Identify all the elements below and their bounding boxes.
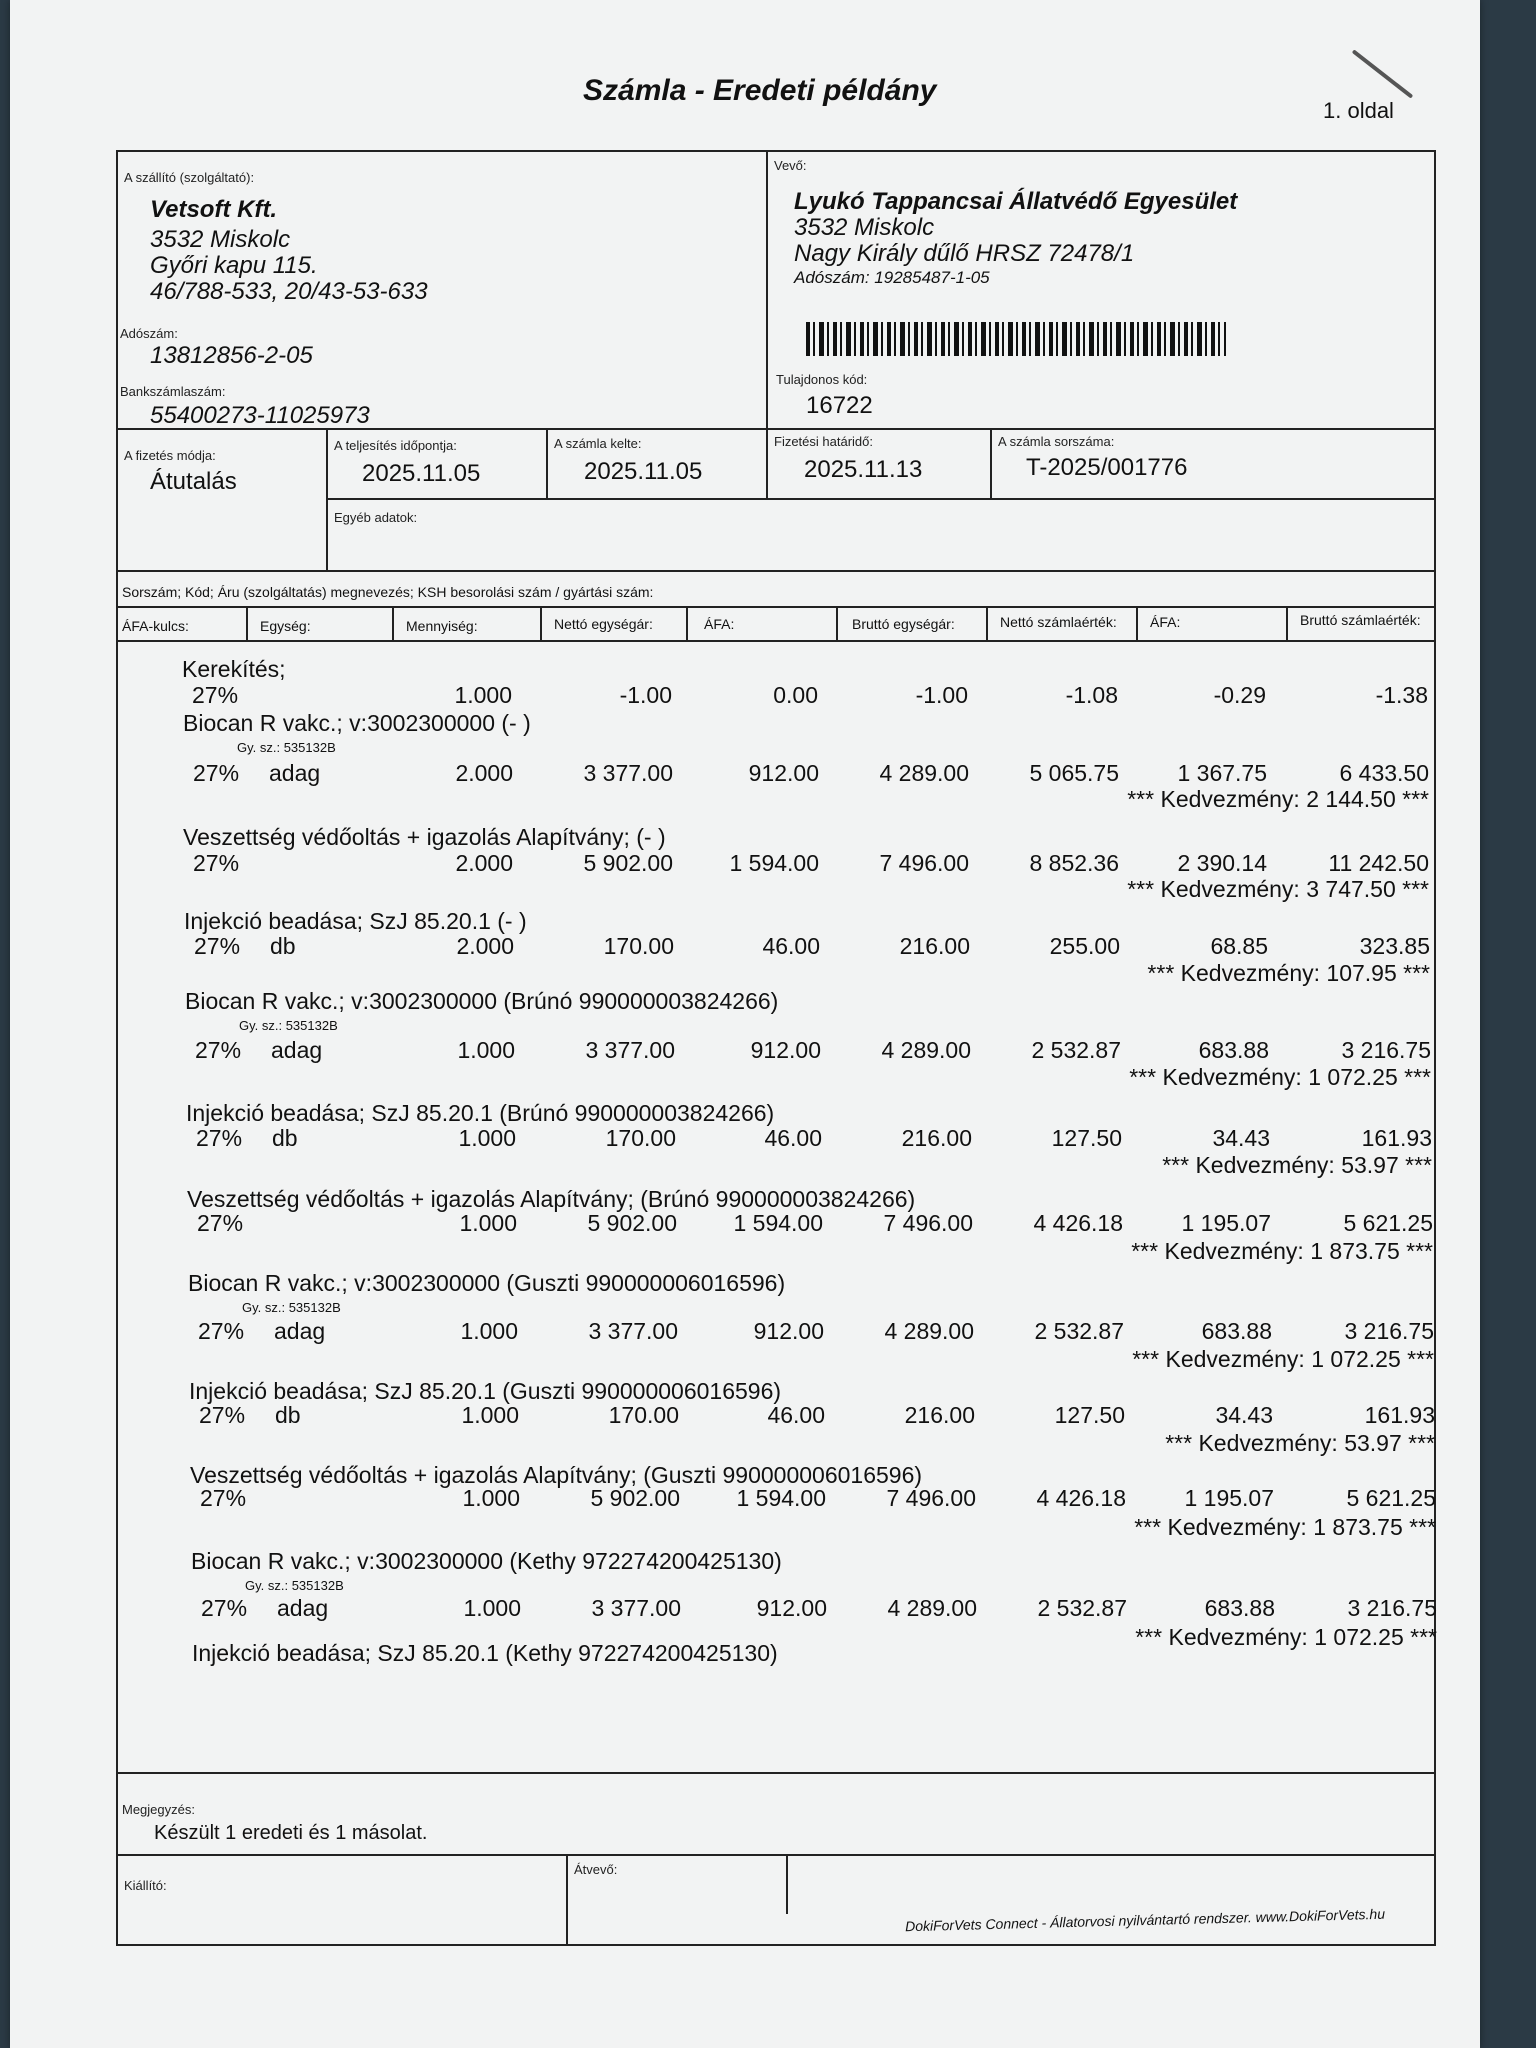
perf-date: 2025.11.05 bbox=[362, 460, 481, 487]
col-divider bbox=[246, 606, 248, 640]
item-qty: 2.000 bbox=[455, 760, 513, 786]
item-name: Veszettség védőoltás + igazolás Alapítvány; (- ) bbox=[183, 824, 666, 850]
item-net-unit: 5 902.00 bbox=[583, 850, 673, 876]
meta-rule bbox=[326, 498, 1436, 500]
item-qty: 1.000 bbox=[458, 1125, 516, 1151]
item-discount: *** Kedvezmény: 53.97 *** bbox=[1162, 1152, 1432, 1178]
item-unit: adag bbox=[277, 1595, 329, 1621]
item-unit: adag bbox=[271, 1037, 323, 1063]
item-unit: db bbox=[272, 1125, 298, 1151]
item-gross-total: 5 621.25 bbox=[1343, 1210, 1433, 1236]
item-vat-total: 1 195.07 bbox=[1181, 1210, 1271, 1236]
item-gross-unit: 4 289.00 bbox=[884, 1318, 974, 1344]
item-gross-total: 3 216.75 bbox=[1347, 1595, 1437, 1621]
invoice-paper bbox=[10, 0, 1480, 2048]
item-rate: 27% bbox=[193, 850, 240, 876]
item-discount: *** Kedvezmény: 107.95 *** bbox=[1147, 960, 1430, 986]
item-vat: 46.00 bbox=[764, 1125, 822, 1151]
item-rate: 27% bbox=[192, 682, 239, 708]
col-divider bbox=[392, 606, 394, 640]
item-discount: *** Kedvezmény: 53.97 *** bbox=[1165, 1430, 1435, 1456]
item-qty: 1.000 bbox=[462, 1485, 520, 1511]
columns-rule-mid bbox=[116, 606, 1436, 608]
item-name: Veszettség védőoltás + igazolás Alapítvány; (Guszti 990000006016596) bbox=[190, 1462, 923, 1488]
item-name: Biocan R vakc.; v:3002300000 (- ) bbox=[183, 710, 531, 736]
item-rate: 27% bbox=[201, 1595, 248, 1621]
buyer-label: Vevő: bbox=[774, 158, 807, 173]
item-gross-unit: 4 289.00 bbox=[887, 1595, 977, 1621]
due-date: 2025.11.13 bbox=[804, 456, 923, 483]
col-net-unit: Nettó egységár: bbox=[554, 616, 653, 632]
item-discount: *** Kedvezmény: 2 144.50 *** bbox=[1127, 786, 1429, 812]
item-gross-unit: 4 289.00 bbox=[879, 760, 969, 786]
columns-rule-bottom bbox=[116, 640, 1436, 642]
col-divider bbox=[1286, 606, 1288, 640]
item-gross-total: 323.85 bbox=[1359, 933, 1430, 959]
item-vat-total: 683.88 bbox=[1204, 1595, 1275, 1621]
buyer-name: Lyukó Tappancsai Állatvédő Egyesület bbox=[794, 188, 1238, 215]
col-net-total: Nettó számlaérték: bbox=[1000, 614, 1117, 630]
barcode bbox=[806, 322, 1226, 356]
item-net-total: -1.08 bbox=[1065, 682, 1118, 708]
invoice-serial: T-2025/001776 bbox=[1026, 454, 1188, 481]
item-qty: 2.000 bbox=[455, 850, 513, 876]
item-gross-total: 5 621.25 bbox=[1346, 1485, 1436, 1511]
item-gross-total: 6 433.50 bbox=[1339, 760, 1429, 786]
item-discount: *** Kedvezmény: 1 873.75 *** bbox=[1131, 1238, 1433, 1264]
item-net-total: 127.50 bbox=[1054, 1402, 1125, 1428]
item-name: Kerekítés; bbox=[182, 656, 286, 682]
item-net-total: 127.50 bbox=[1051, 1125, 1122, 1151]
item-net-unit: 3 377.00 bbox=[585, 1037, 675, 1063]
item-gross-unit: 216.00 bbox=[904, 1402, 975, 1428]
item-net-unit: 3 377.00 bbox=[583, 760, 673, 786]
item-vat: 912.00 bbox=[748, 760, 819, 786]
buyer-city: 3532 Miskolc bbox=[794, 214, 935, 241]
item-rate: 27% bbox=[200, 1485, 247, 1511]
item-name: Veszettség védőoltás + igazolás Alapítvány; (Brúnó 990000003824266) bbox=[187, 1186, 916, 1212]
item-vat: 912.00 bbox=[756, 1595, 827, 1621]
item-net-unit: 3 377.00 bbox=[591, 1595, 681, 1621]
item-discount: *** Kedvezmény: 1 072.25 *** bbox=[1132, 1346, 1434, 1372]
buyer-tax: Adószám: 19285487-1-05 bbox=[794, 268, 990, 287]
item-net-unit: 5 902.00 bbox=[590, 1485, 680, 1511]
item-gross-unit: -1.00 bbox=[915, 682, 968, 708]
item-qty: 1.000 bbox=[463, 1595, 521, 1621]
col-vat-rate: ÁFA-kulcs: bbox=[122, 618, 189, 634]
item-vat-total: 683.88 bbox=[1198, 1037, 1269, 1063]
item-unit: db bbox=[270, 933, 296, 959]
item-discount: *** Kedvezmény: 1 072.25 *** bbox=[1129, 1064, 1431, 1090]
item-vat: 46.00 bbox=[767, 1402, 825, 1428]
notes-text: Készült 1 eredeti és 1 másolat. bbox=[154, 1822, 428, 1844]
supplier-name: Vetsoft Kft. bbox=[150, 196, 278, 223]
pen-mark bbox=[1352, 49, 1414, 98]
issuer-label: Kiállító: bbox=[124, 1878, 167, 1893]
col-vat-total: ÁFA: bbox=[1150, 614, 1181, 630]
supplier-bank-label: Bankszámlaszám: bbox=[120, 384, 226, 399]
meta-divider-4 bbox=[990, 428, 992, 500]
supplier-city: 3532 Miskolc bbox=[150, 226, 291, 253]
payment-label: A fizetés módja: bbox=[124, 448, 216, 463]
item-rate: 27% bbox=[197, 1210, 244, 1236]
col-vat: ÁFA: bbox=[704, 616, 735, 632]
item-gross-unit: 216.00 bbox=[901, 1125, 972, 1151]
item-gross-unit: 7 496.00 bbox=[886, 1485, 976, 1511]
item-unit: adag bbox=[269, 760, 321, 786]
item-qty: 1.000 bbox=[460, 1318, 518, 1344]
serial-label: A számla sorszáma: bbox=[998, 434, 1115, 449]
item-name: Injekció beadása; SzJ 85.20.1 (- ) bbox=[184, 908, 527, 934]
item-net-unit: -1.00 bbox=[619, 682, 672, 708]
meta-divider-2 bbox=[546, 428, 548, 500]
item-unit: adag bbox=[274, 1318, 326, 1344]
supplier-phone: 46/788-533, 20/43-53-633 bbox=[150, 278, 428, 305]
item-gross-total: 3 216.75 bbox=[1341, 1037, 1431, 1063]
item-name: Injekció beadása; SzJ 85.20.1 (Kethy 972274200425130) bbox=[192, 1640, 778, 1666]
signature-divider-1 bbox=[566, 1854, 568, 1946]
item-qty: 1.000 bbox=[457, 1037, 515, 1063]
item-batch-number: Gy. sz.: 535132B bbox=[239, 1018, 338, 1033]
item-gross-unit: 216.00 bbox=[899, 933, 970, 959]
item-batch-number: Gy. sz.: 535132B bbox=[242, 1300, 341, 1315]
item-vat-total: 34.43 bbox=[1212, 1125, 1270, 1151]
receiver-label: Átvevő: bbox=[574, 1862, 618, 1877]
item-gross-total: 161.93 bbox=[1361, 1125, 1432, 1151]
col-gross-total: Bruttó számlaérték: bbox=[1300, 612, 1421, 628]
item-unit: db bbox=[275, 1402, 301, 1428]
item-name: Biocan R vakc.; v:3002300000 (Guszti 990000006016596) bbox=[188, 1270, 786, 1296]
item-net-unit: 170.00 bbox=[603, 933, 674, 959]
item-discount: *** Kedvezmény: 3 747.50 *** bbox=[1127, 876, 1429, 902]
item-net-total: 8 852.36 bbox=[1029, 850, 1119, 876]
item-net-total: 2 532.87 bbox=[1037, 1595, 1127, 1621]
col-qty: Mennyiség: bbox=[406, 618, 478, 634]
columns-rule-top bbox=[116, 570, 1436, 572]
item-net-unit: 5 902.00 bbox=[587, 1210, 677, 1236]
item-discount: *** Kedvezmény: 1 072.25 *** bbox=[1135, 1624, 1437, 1650]
item-net-unit: 3 377.00 bbox=[588, 1318, 678, 1344]
item-net-total: 2 532.87 bbox=[1031, 1037, 1121, 1063]
signature-rule bbox=[116, 1854, 1436, 1856]
item-qty: 1.000 bbox=[461, 1402, 519, 1428]
item-net-total: 2 532.87 bbox=[1034, 1318, 1124, 1344]
owner-code: 16722 bbox=[806, 392, 873, 419]
item-vat-total: 68.85 bbox=[1210, 933, 1268, 959]
item-net-unit: 170.00 bbox=[608, 1402, 679, 1428]
col-unit: Egység: bbox=[260, 618, 311, 634]
item-vat-total: -0.29 bbox=[1213, 682, 1266, 708]
supplier-tax-label: Adószám: bbox=[120, 326, 178, 341]
item-name: Biocan R vakc.; v:3002300000 (Kethy 972274200425130) bbox=[191, 1548, 782, 1574]
item-vat-total: 1 195.07 bbox=[1184, 1485, 1274, 1511]
due-date-label: Fizetési határidő: bbox=[774, 434, 873, 449]
item-batch-number: Gy. sz.: 535132B bbox=[237, 740, 336, 755]
item-rate: 27% bbox=[193, 760, 240, 786]
item-gross-unit: 4 289.00 bbox=[881, 1037, 971, 1063]
buyer-street: Nagy Király dűlő HRSZ 72478/1 bbox=[794, 240, 1135, 267]
item-net-total: 4 426.18 bbox=[1036, 1485, 1126, 1511]
item-vat-total: 2 390.14 bbox=[1177, 850, 1267, 876]
supplier-tax: 13812856-2-05 bbox=[150, 342, 313, 369]
issue-date-label: A számla kelte: bbox=[554, 436, 642, 451]
item-gross-total: -1.38 bbox=[1375, 682, 1428, 708]
perf-date-label: A teljesítés időpontja: bbox=[334, 438, 457, 453]
item-vat: 0.00 bbox=[773, 682, 818, 708]
item-rate: 27% bbox=[198, 1318, 245, 1344]
columns-header-row1: Sorszám; Kód; Áru (szolgáltatás) megnevezés; KSH besorolási szám / gyártási szám: bbox=[122, 584, 654, 600]
supplier-label: A szállító (szolgáltató): bbox=[124, 170, 255, 185]
item-gross-unit: 7 496.00 bbox=[879, 850, 969, 876]
item-vat: 1 594.00 bbox=[729, 850, 819, 876]
issue-date: 2025.11.05 bbox=[584, 458, 703, 485]
item-discount: *** Kedvezmény: 1 873.75 *** bbox=[1134, 1514, 1436, 1540]
signature-divider-2 bbox=[786, 1854, 788, 1914]
notes-rule bbox=[116, 1772, 1436, 1774]
item-gross-total: 11 242.50 bbox=[1328, 850, 1429, 876]
item-name: Injekció beadása; SzJ 85.20.1 (Brúnó 990000003824266) bbox=[186, 1100, 775, 1126]
item-vat: 912.00 bbox=[750, 1037, 821, 1063]
item-vat: 46.00 bbox=[762, 933, 820, 959]
item-gross-unit: 7 496.00 bbox=[883, 1210, 973, 1236]
item-rate: 27% bbox=[194, 933, 241, 959]
col-divider bbox=[540, 606, 542, 640]
invoice-title: Számla - Eredeti példány bbox=[583, 74, 937, 107]
item-qty: 2.000 bbox=[456, 933, 514, 959]
item-name: Injekció beadása; SzJ 85.20.1 (Guszti 990000006016596) bbox=[189, 1378, 782, 1404]
item-rate: 27% bbox=[196, 1125, 243, 1151]
item-vat-total: 683.88 bbox=[1201, 1318, 1272, 1344]
item-gross-total: 161.93 bbox=[1364, 1402, 1435, 1428]
item-vat: 912.00 bbox=[753, 1318, 824, 1344]
owner-code-label: Tulajdonos kód: bbox=[776, 372, 868, 387]
page-number: 1. oldal bbox=[1323, 98, 1394, 123]
supplier-bank: 55400273-11025973 bbox=[150, 402, 370, 429]
col-divider bbox=[986, 606, 988, 640]
item-vat: 1 594.00 bbox=[736, 1485, 826, 1511]
item-rate: 27% bbox=[195, 1037, 242, 1063]
item-vat-total: 1 367.75 bbox=[1177, 760, 1267, 786]
item-net-total: 255.00 bbox=[1049, 933, 1120, 959]
item-net-total: 5 065.75 bbox=[1029, 760, 1119, 786]
item-rate: 27% bbox=[199, 1402, 246, 1428]
item-net-unit: 170.00 bbox=[605, 1125, 676, 1151]
other-data-label: Egyéb adatok: bbox=[334, 510, 418, 525]
item-vat: 1 594.00 bbox=[733, 1210, 823, 1236]
item-qty: 1.000 bbox=[454, 682, 512, 708]
item-net-total: 4 426.18 bbox=[1033, 1210, 1123, 1236]
col-gross-unit: Bruttó egységár: bbox=[852, 616, 955, 632]
item-vat-total: 34.43 bbox=[1215, 1402, 1273, 1428]
item-batch-number: Gy. sz.: 535132B bbox=[245, 1578, 344, 1593]
notes-label: Megjegyzés: bbox=[122, 1802, 195, 1817]
col-divider bbox=[1136, 606, 1138, 640]
item-name: Biocan R vakc.; v:3002300000 (Brúnó 990000003824266) bbox=[185, 988, 779, 1014]
payment-method: Átutalás bbox=[150, 468, 237, 495]
col-divider bbox=[686, 606, 688, 640]
meta-divider-3 bbox=[766, 428, 768, 500]
software-credit: DokiForVets Connect - Állatorvosi nyilvántartó rendszer. www.DokiForVets.hu bbox=[904, 1905, 1386, 1935]
item-qty: 1.000 bbox=[459, 1210, 517, 1236]
supplier-street: Győri kapu 115. bbox=[150, 252, 318, 279]
item-gross-total: 3 216.75 bbox=[1344, 1318, 1434, 1344]
col-divider bbox=[836, 606, 838, 640]
